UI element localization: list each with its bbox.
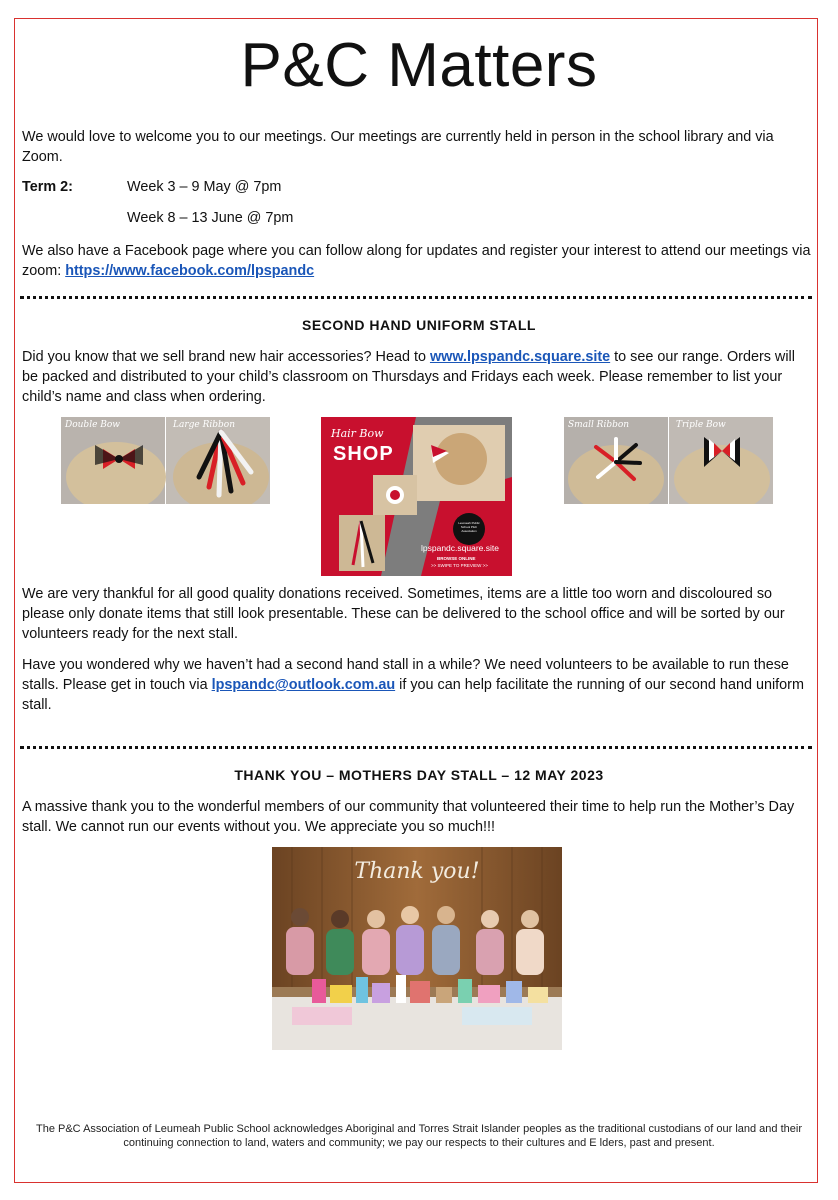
shop-browse-text: BROWSE ONLINE — [437, 556, 476, 561]
facebook-link[interactable]: https://www.facebook.com/lpspandc — [65, 263, 315, 279]
uniform-heading: SECOND HAND UNIFORM STALL — [302, 317, 536, 333]
large-ribbon-label: Large Ribbon — [173, 420, 235, 430]
acknowledgement-footer: The P&C Association of Leumeah Public School acknowledges Aboriginal and Torres Strait Islander peoples as the traditional custodians of our land and their continuing connection to land, waters and community; we pay our respects to their cultures and E lders, past and present. — [36, 1123, 802, 1149]
shop-badge-text: Leumeah Public School P&C Association — [458, 521, 480, 533]
hair-bow-shop-graphic — [321, 417, 512, 576]
shop-swipe-text: >> SWIPE TO PREVIEW >> — [431, 563, 488, 568]
uniform-paragraph-2 — [22, 584, 814, 644]
mothers-day-text: A massive thank you to the wonderful members of our community that volunteered their time to help run the Mother’s Day stall. We cannot run our events without you. We appreciate you so much!!! — [22, 799, 795, 835]
email-link[interactable]: lpspandc@outlook.com.au — [211, 677, 396, 693]
square-site-link[interactable]: www.lpspandc.square.site — [429, 349, 611, 365]
mothers-day-heading: THANK YOU – MOTHERS DAY STALL – 12 MAY 2023 — [234, 767, 604, 783]
meeting-date-1: Week 3 – 9 May @ 7pm — [127, 179, 282, 195]
uniform-text-after: to see our range. Orders will be packed and distributed to your child’s classroom on Thursdays and Fridays each week. Please remember to list your child’s name and class when ordering. — [22, 349, 795, 405]
meetings-section — [22, 127, 814, 167]
section-divider — [20, 746, 812, 749]
shop-line-1: Hair Bow — [331, 427, 384, 440]
volunteers-photo — [272, 847, 562, 1050]
volunteers-text-after: if you can help facilitate the running of our second hand uniform stall. — [22, 677, 804, 713]
facebook-text: We also have a Facebook page where you can follow along for updates and register your interest to attend our meetings via zoom: — [22, 243, 811, 279]
hair-accessories-photo-2 — [564, 417, 773, 504]
uniform-text-before: Did you know that we sell brand new hair accessories? Head to — [22, 349, 430, 365]
term-label: Term 2: — [22, 179, 73, 195]
section-divider — [20, 296, 812, 299]
hair-accessories-photo-1 — [61, 417, 270, 504]
meetings-intro: We would love to welcome you to our meetings. Our meetings are currently held in person in the school library and via Zoom. — [22, 129, 774, 165]
photo-caption: Thank you! — [354, 859, 480, 884]
triple-bow-label: Triple Bow — [676, 420, 726, 430]
uniform-paragraph-3 — [22, 655, 814, 715]
page-title: P&C Matters — [240, 31, 598, 100]
volunteers-text-before: Have you wondered why we haven’t had a second hand stall in a while? We need volunteers to be available to run these stalls. Please get in touch via — [22, 657, 789, 693]
shop-site-text: lpspandc.square.site — [421, 543, 499, 553]
shop-line-2: SHOP — [333, 443, 394, 465]
meeting-date-2: Week 8 – 13 June @ 7pm — [127, 210, 294, 226]
small-ribbon-label: Small Ribbon — [568, 420, 630, 430]
uniform-paragraph-1 — [22, 347, 814, 407]
donations-text: We are very thankful for all good quality donations received. Sometimes, items are a little too worn and discoloured so please only donate items that still look presentable. These can be delivered to the school office and will be sorted by our volunteers ready for the next stall. — [22, 586, 785, 642]
mothers-day-paragraph — [22, 797, 814, 837]
double-bow-label: Double Bow — [65, 420, 120, 430]
facebook-paragraph — [22, 241, 814, 281]
